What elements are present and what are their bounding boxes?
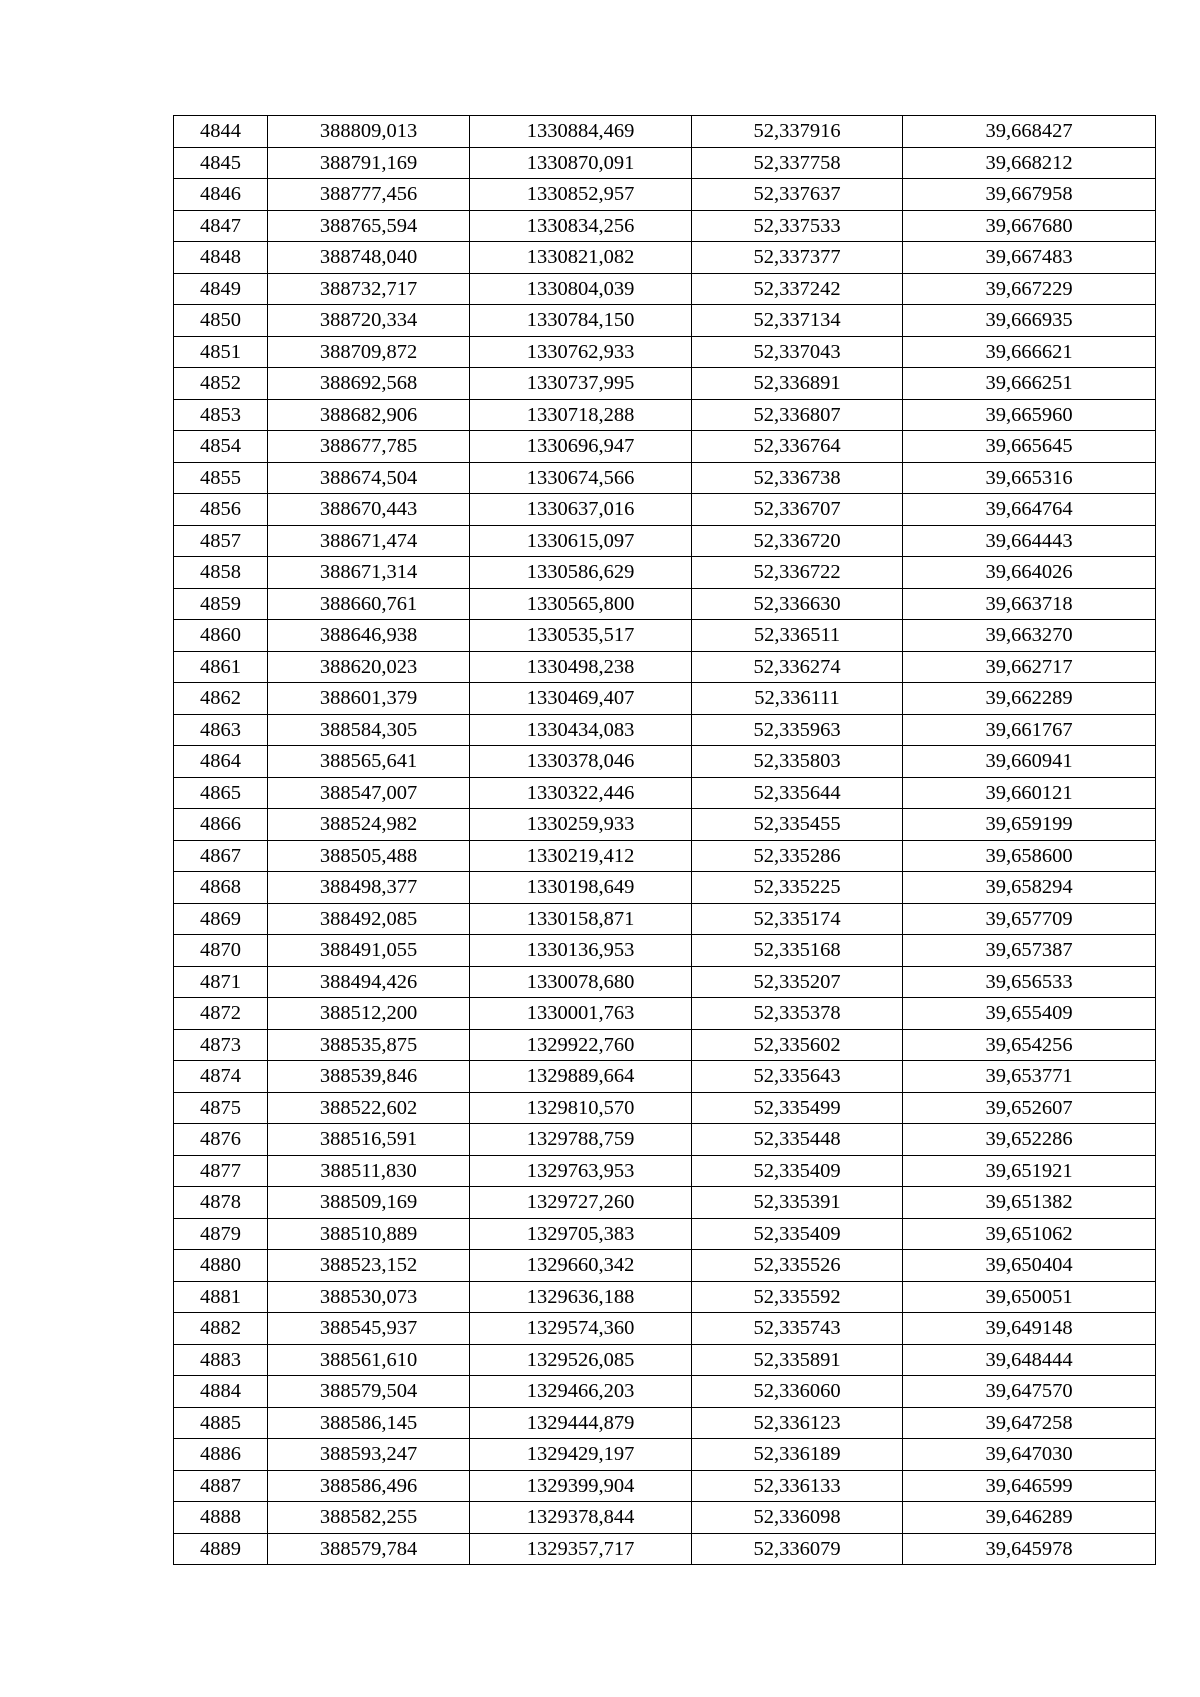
latitude-cell: 52,335743 [692,1313,903,1345]
point-number-cell: 4863 [174,714,268,746]
x-coordinate-cell: 388512,200 [268,998,470,1030]
y-coordinate-cell: 1329705,383 [470,1218,692,1250]
longitude-cell: 39,660121 [903,777,1156,809]
coordinates-table [173,115,1156,1565]
latitude-cell: 52,337758 [692,147,903,179]
y-coordinate-cell: 1330158,871 [470,903,692,935]
longitude-cell: 39,656533 [903,966,1156,998]
longitude-cell: 39,652607 [903,1092,1156,1124]
latitude-cell: 52,336060 [692,1376,903,1408]
latitude-cell: 52,337043 [692,336,903,368]
table-row [174,809,1156,841]
y-coordinate-cell: 1330469,407 [470,683,692,715]
point-number-cell: 4864 [174,746,268,778]
longitude-cell: 39,666935 [903,305,1156,337]
point-number-cell: 4881 [174,1281,268,1313]
y-coordinate-cell: 1329810,570 [470,1092,692,1124]
x-coordinate-cell: 388720,334 [268,305,470,337]
latitude-cell: 52,335168 [692,935,903,967]
point-number-cell: 4844 [174,116,268,148]
table-row [174,1250,1156,1282]
table-row [174,935,1156,967]
x-coordinate-cell: 388498,377 [268,872,470,904]
x-coordinate-cell: 388765,594 [268,210,470,242]
latitude-cell: 52,335602 [692,1029,903,1061]
y-coordinate-cell: 1329444,879 [470,1407,692,1439]
point-number-cell: 4850 [174,305,268,337]
latitude-cell: 52,335391 [692,1187,903,1219]
x-coordinate-cell: 388791,169 [268,147,470,179]
latitude-cell: 52,337637 [692,179,903,211]
x-coordinate-cell: 388505,488 [268,840,470,872]
coordinates-table-body [174,116,1156,1565]
y-coordinate-cell: 1329660,342 [470,1250,692,1282]
y-coordinate-cell: 1330804,039 [470,273,692,305]
x-coordinate-cell: 388671,474 [268,525,470,557]
y-coordinate-cell: 1330637,016 [470,494,692,526]
x-coordinate-cell: 388509,169 [268,1187,470,1219]
latitude-cell: 52,335409 [692,1218,903,1250]
point-number-cell: 4847 [174,210,268,242]
table-row [174,179,1156,211]
y-coordinate-cell: 1330259,933 [470,809,692,841]
x-coordinate-cell: 388593,247 [268,1439,470,1471]
x-coordinate-cell: 388530,073 [268,1281,470,1313]
point-number-cell: 4885 [174,1407,268,1439]
table-row [174,714,1156,746]
latitude-cell: 52,335207 [692,966,903,998]
longitude-cell: 39,665960 [903,399,1156,431]
point-number-cell: 4868 [174,872,268,904]
point-number-cell: 4851 [174,336,268,368]
table-row [174,1470,1156,1502]
x-coordinate-cell: 388561,610 [268,1344,470,1376]
longitude-cell: 39,658294 [903,872,1156,904]
point-number-cell: 4852 [174,368,268,400]
x-coordinate-cell: 388601,379 [268,683,470,715]
point-number-cell: 4856 [174,494,268,526]
y-coordinate-cell: 1330852,957 [470,179,692,211]
table-row [174,777,1156,809]
table-row [174,683,1156,715]
point-number-cell: 4872 [174,998,268,1030]
table-row [174,462,1156,494]
table-row [174,525,1156,557]
x-coordinate-cell: 388579,784 [268,1533,470,1565]
longitude-cell: 39,651062 [903,1218,1156,1250]
latitude-cell: 52,336098 [692,1502,903,1534]
y-coordinate-cell: 1330884,469 [470,116,692,148]
longitude-cell: 39,667958 [903,179,1156,211]
latitude-cell: 52,337134 [692,305,903,337]
y-coordinate-cell: 1330718,288 [470,399,692,431]
latitude-cell: 52,336722 [692,557,903,589]
longitude-cell: 39,654256 [903,1029,1156,1061]
latitude-cell: 52,336111 [692,683,903,715]
y-coordinate-cell: 1330535,517 [470,620,692,652]
y-coordinate-cell: 1330565,800 [470,588,692,620]
table-row [174,305,1156,337]
x-coordinate-cell: 388492,085 [268,903,470,935]
y-coordinate-cell: 1330737,995 [470,368,692,400]
x-coordinate-cell: 388709,872 [268,336,470,368]
point-number-cell: 4882 [174,1313,268,1345]
longitude-cell: 39,665645 [903,431,1156,463]
latitude-cell: 52,335643 [692,1061,903,1093]
latitude-cell: 52,335225 [692,872,903,904]
table-row [174,1155,1156,1187]
x-coordinate-cell: 388491,055 [268,935,470,967]
longitude-cell: 39,646599 [903,1470,1156,1502]
table-row [174,588,1156,620]
y-coordinate-cell: 1329727,260 [470,1187,692,1219]
y-coordinate-cell: 1330198,649 [470,872,692,904]
latitude-cell: 52,335286 [692,840,903,872]
y-coordinate-cell: 1330378,046 [470,746,692,778]
point-number-cell: 4869 [174,903,268,935]
longitude-cell: 39,651382 [903,1187,1156,1219]
point-number-cell: 4848 [174,242,268,274]
table-row [174,1313,1156,1345]
y-coordinate-cell: 1330696,947 [470,431,692,463]
latitude-cell: 52,336274 [692,651,903,683]
latitude-cell: 52,337242 [692,273,903,305]
latitude-cell: 52,336738 [692,462,903,494]
table-row [174,1533,1156,1565]
table-row [174,1344,1156,1376]
latitude-cell: 52,335803 [692,746,903,778]
table-row [174,1376,1156,1408]
longitude-cell: 39,657387 [903,935,1156,967]
point-number-cell: 4867 [174,840,268,872]
x-coordinate-cell: 388547,007 [268,777,470,809]
longitude-cell: 39,652286 [903,1124,1156,1156]
longitude-cell: 39,664764 [903,494,1156,526]
table-row [174,840,1156,872]
longitude-cell: 39,667229 [903,273,1156,305]
longitude-cell: 39,661767 [903,714,1156,746]
longitude-cell: 39,647570 [903,1376,1156,1408]
x-coordinate-cell: 388692,568 [268,368,470,400]
x-coordinate-cell: 388511,830 [268,1155,470,1187]
table-row [174,903,1156,935]
y-coordinate-cell: 1330136,953 [470,935,692,967]
table-row [174,368,1156,400]
table-row [174,1407,1156,1439]
longitude-cell: 39,664443 [903,525,1156,557]
x-coordinate-cell: 388646,938 [268,620,470,652]
x-coordinate-cell: 388586,496 [268,1470,470,1502]
y-coordinate-cell: 1329466,203 [470,1376,692,1408]
point-number-cell: 4879 [174,1218,268,1250]
point-number-cell: 4877 [174,1155,268,1187]
x-coordinate-cell: 388582,255 [268,1502,470,1534]
longitude-cell: 39,662717 [903,651,1156,683]
point-number-cell: 4865 [174,777,268,809]
longitude-cell: 39,650051 [903,1281,1156,1313]
longitude-cell: 39,657709 [903,903,1156,935]
latitude-cell: 52,337533 [692,210,903,242]
y-coordinate-cell: 1330219,412 [470,840,692,872]
table-row [174,620,1156,652]
latitude-cell: 52,335378 [692,998,903,1030]
latitude-cell: 52,336189 [692,1439,903,1471]
longitude-cell: 39,664026 [903,557,1156,589]
table-row [174,336,1156,368]
y-coordinate-cell: 1329526,085 [470,1344,692,1376]
longitude-cell: 39,663718 [903,588,1156,620]
latitude-cell: 52,336079 [692,1533,903,1565]
y-coordinate-cell: 1330498,238 [470,651,692,683]
point-number-cell: 4884 [174,1376,268,1408]
point-number-cell: 4880 [174,1250,268,1282]
x-coordinate-cell: 388579,504 [268,1376,470,1408]
point-number-cell: 4859 [174,588,268,620]
y-coordinate-cell: 1330434,083 [470,714,692,746]
point-number-cell: 4873 [174,1029,268,1061]
latitude-cell: 52,335891 [692,1344,903,1376]
y-coordinate-cell: 1329922,760 [470,1029,692,1061]
longitude-cell: 39,666251 [903,368,1156,400]
latitude-cell: 52,337916 [692,116,903,148]
point-number-cell: 4871 [174,966,268,998]
y-coordinate-cell: 1330821,082 [470,242,692,274]
table-row [174,1502,1156,1534]
y-coordinate-cell: 1330834,256 [470,210,692,242]
latitude-cell: 52,335174 [692,903,903,935]
x-coordinate-cell: 388565,641 [268,746,470,778]
table-row [174,116,1156,148]
point-number-cell: 4870 [174,935,268,967]
point-number-cell: 4883 [174,1344,268,1376]
point-number-cell: 4855 [174,462,268,494]
latitude-cell: 52,336720 [692,525,903,557]
longitude-cell: 39,659199 [903,809,1156,841]
x-coordinate-cell: 388748,040 [268,242,470,274]
point-number-cell: 4876 [174,1124,268,1156]
x-coordinate-cell: 388516,591 [268,1124,470,1156]
x-coordinate-cell: 388809,013 [268,116,470,148]
y-coordinate-cell: 1330586,629 [470,557,692,589]
longitude-cell: 39,647030 [903,1439,1156,1471]
latitude-cell: 52,335526 [692,1250,903,1282]
y-coordinate-cell: 1330078,680 [470,966,692,998]
longitude-cell: 39,651921 [903,1155,1156,1187]
point-number-cell: 4887 [174,1470,268,1502]
table-row [174,998,1156,1030]
latitude-cell: 52,336123 [692,1407,903,1439]
latitude-cell: 52,336133 [692,1470,903,1502]
longitude-cell: 39,668427 [903,116,1156,148]
latitude-cell: 52,336807 [692,399,903,431]
table-row [174,746,1156,778]
latitude-cell: 52,335409 [692,1155,903,1187]
table-row [174,966,1156,998]
x-coordinate-cell: 388660,761 [268,588,470,620]
longitude-cell: 39,667483 [903,242,1156,274]
x-coordinate-cell: 388732,717 [268,273,470,305]
x-coordinate-cell: 388584,305 [268,714,470,746]
point-number-cell: 4846 [174,179,268,211]
y-coordinate-cell: 1329574,360 [470,1313,692,1345]
x-coordinate-cell: 388670,443 [268,494,470,526]
point-number-cell: 4888 [174,1502,268,1534]
table-row [174,147,1156,179]
latitude-cell: 52,336891 [692,368,903,400]
latitude-cell: 52,336764 [692,431,903,463]
point-number-cell: 4889 [174,1533,268,1565]
longitude-cell: 39,647258 [903,1407,1156,1439]
table-row [174,210,1156,242]
y-coordinate-cell: 1330674,566 [470,462,692,494]
table-row [174,1218,1156,1250]
x-coordinate-cell: 388522,602 [268,1092,470,1124]
point-number-cell: 4853 [174,399,268,431]
longitude-cell: 39,667680 [903,210,1156,242]
table-row [174,494,1156,526]
x-coordinate-cell: 388535,875 [268,1029,470,1061]
table-row [174,1029,1156,1061]
x-coordinate-cell: 388539,846 [268,1061,470,1093]
y-coordinate-cell: 1329788,759 [470,1124,692,1156]
y-coordinate-cell: 1329429,197 [470,1439,692,1471]
x-coordinate-cell: 388545,937 [268,1313,470,1345]
x-coordinate-cell: 388524,982 [268,809,470,841]
longitude-cell: 39,646289 [903,1502,1156,1534]
point-number-cell: 4849 [174,273,268,305]
longitude-cell: 39,663270 [903,620,1156,652]
longitude-cell: 39,648444 [903,1344,1156,1376]
latitude-cell: 52,335592 [692,1281,903,1313]
y-coordinate-cell: 1330870,091 [470,147,692,179]
y-coordinate-cell: 1330784,150 [470,305,692,337]
longitude-cell: 39,653771 [903,1061,1156,1093]
point-number-cell: 4875 [174,1092,268,1124]
x-coordinate-cell: 388677,785 [268,431,470,463]
x-coordinate-cell: 388777,456 [268,179,470,211]
point-number-cell: 4862 [174,683,268,715]
y-coordinate-cell: 1329378,844 [470,1502,692,1534]
latitude-cell: 52,335448 [692,1124,903,1156]
table-row [174,273,1156,305]
y-coordinate-cell: 1329357,717 [470,1533,692,1565]
latitude-cell: 52,336707 [692,494,903,526]
longitude-cell: 39,666621 [903,336,1156,368]
latitude-cell: 52,335455 [692,809,903,841]
table-row [174,1281,1156,1313]
table-row [174,872,1156,904]
x-coordinate-cell: 388674,504 [268,462,470,494]
y-coordinate-cell: 1330615,097 [470,525,692,557]
point-number-cell: 4861 [174,651,268,683]
y-coordinate-cell: 1329399,904 [470,1470,692,1502]
table-row [174,557,1156,589]
point-number-cell: 4854 [174,431,268,463]
x-coordinate-cell: 388523,152 [268,1250,470,1282]
y-coordinate-cell: 1330322,446 [470,777,692,809]
y-coordinate-cell: 1330001,763 [470,998,692,1030]
table-row [174,651,1156,683]
y-coordinate-cell: 1329763,953 [470,1155,692,1187]
x-coordinate-cell: 388586,145 [268,1407,470,1439]
y-coordinate-cell: 1330762,933 [470,336,692,368]
longitude-cell: 39,662289 [903,683,1156,715]
longitude-cell: 39,649148 [903,1313,1156,1345]
table-row [174,1092,1156,1124]
y-coordinate-cell: 1329636,188 [470,1281,692,1313]
latitude-cell: 52,336511 [692,620,903,652]
table-row [174,431,1156,463]
longitude-cell: 39,658600 [903,840,1156,872]
point-number-cell: 4874 [174,1061,268,1093]
latitude-cell: 52,335963 [692,714,903,746]
longitude-cell: 39,668212 [903,147,1156,179]
latitude-cell: 52,335644 [692,777,903,809]
longitude-cell: 39,655409 [903,998,1156,1030]
point-number-cell: 4878 [174,1187,268,1219]
x-coordinate-cell: 388671,314 [268,557,470,589]
table-row [174,242,1156,274]
point-number-cell: 4886 [174,1439,268,1471]
point-number-cell: 4845 [174,147,268,179]
x-coordinate-cell: 388494,426 [268,966,470,998]
longitude-cell: 39,665316 [903,462,1156,494]
longitude-cell: 39,645978 [903,1533,1156,1565]
latitude-cell: 52,335499 [692,1092,903,1124]
longitude-cell: 39,660941 [903,746,1156,778]
table-row [174,1439,1156,1471]
latitude-cell: 52,337377 [692,242,903,274]
table-row [174,1124,1156,1156]
point-number-cell: 4858 [174,557,268,589]
y-coordinate-cell: 1329889,664 [470,1061,692,1093]
point-number-cell: 4866 [174,809,268,841]
point-number-cell: 4857 [174,525,268,557]
latitude-cell: 52,336630 [692,588,903,620]
x-coordinate-cell: 388682,906 [268,399,470,431]
x-coordinate-cell: 388510,889 [268,1218,470,1250]
table-row [174,1061,1156,1093]
x-coordinate-cell: 388620,023 [268,651,470,683]
table-row [174,1187,1156,1219]
longitude-cell: 39,650404 [903,1250,1156,1282]
table-row [174,399,1156,431]
point-number-cell: 4860 [174,620,268,652]
